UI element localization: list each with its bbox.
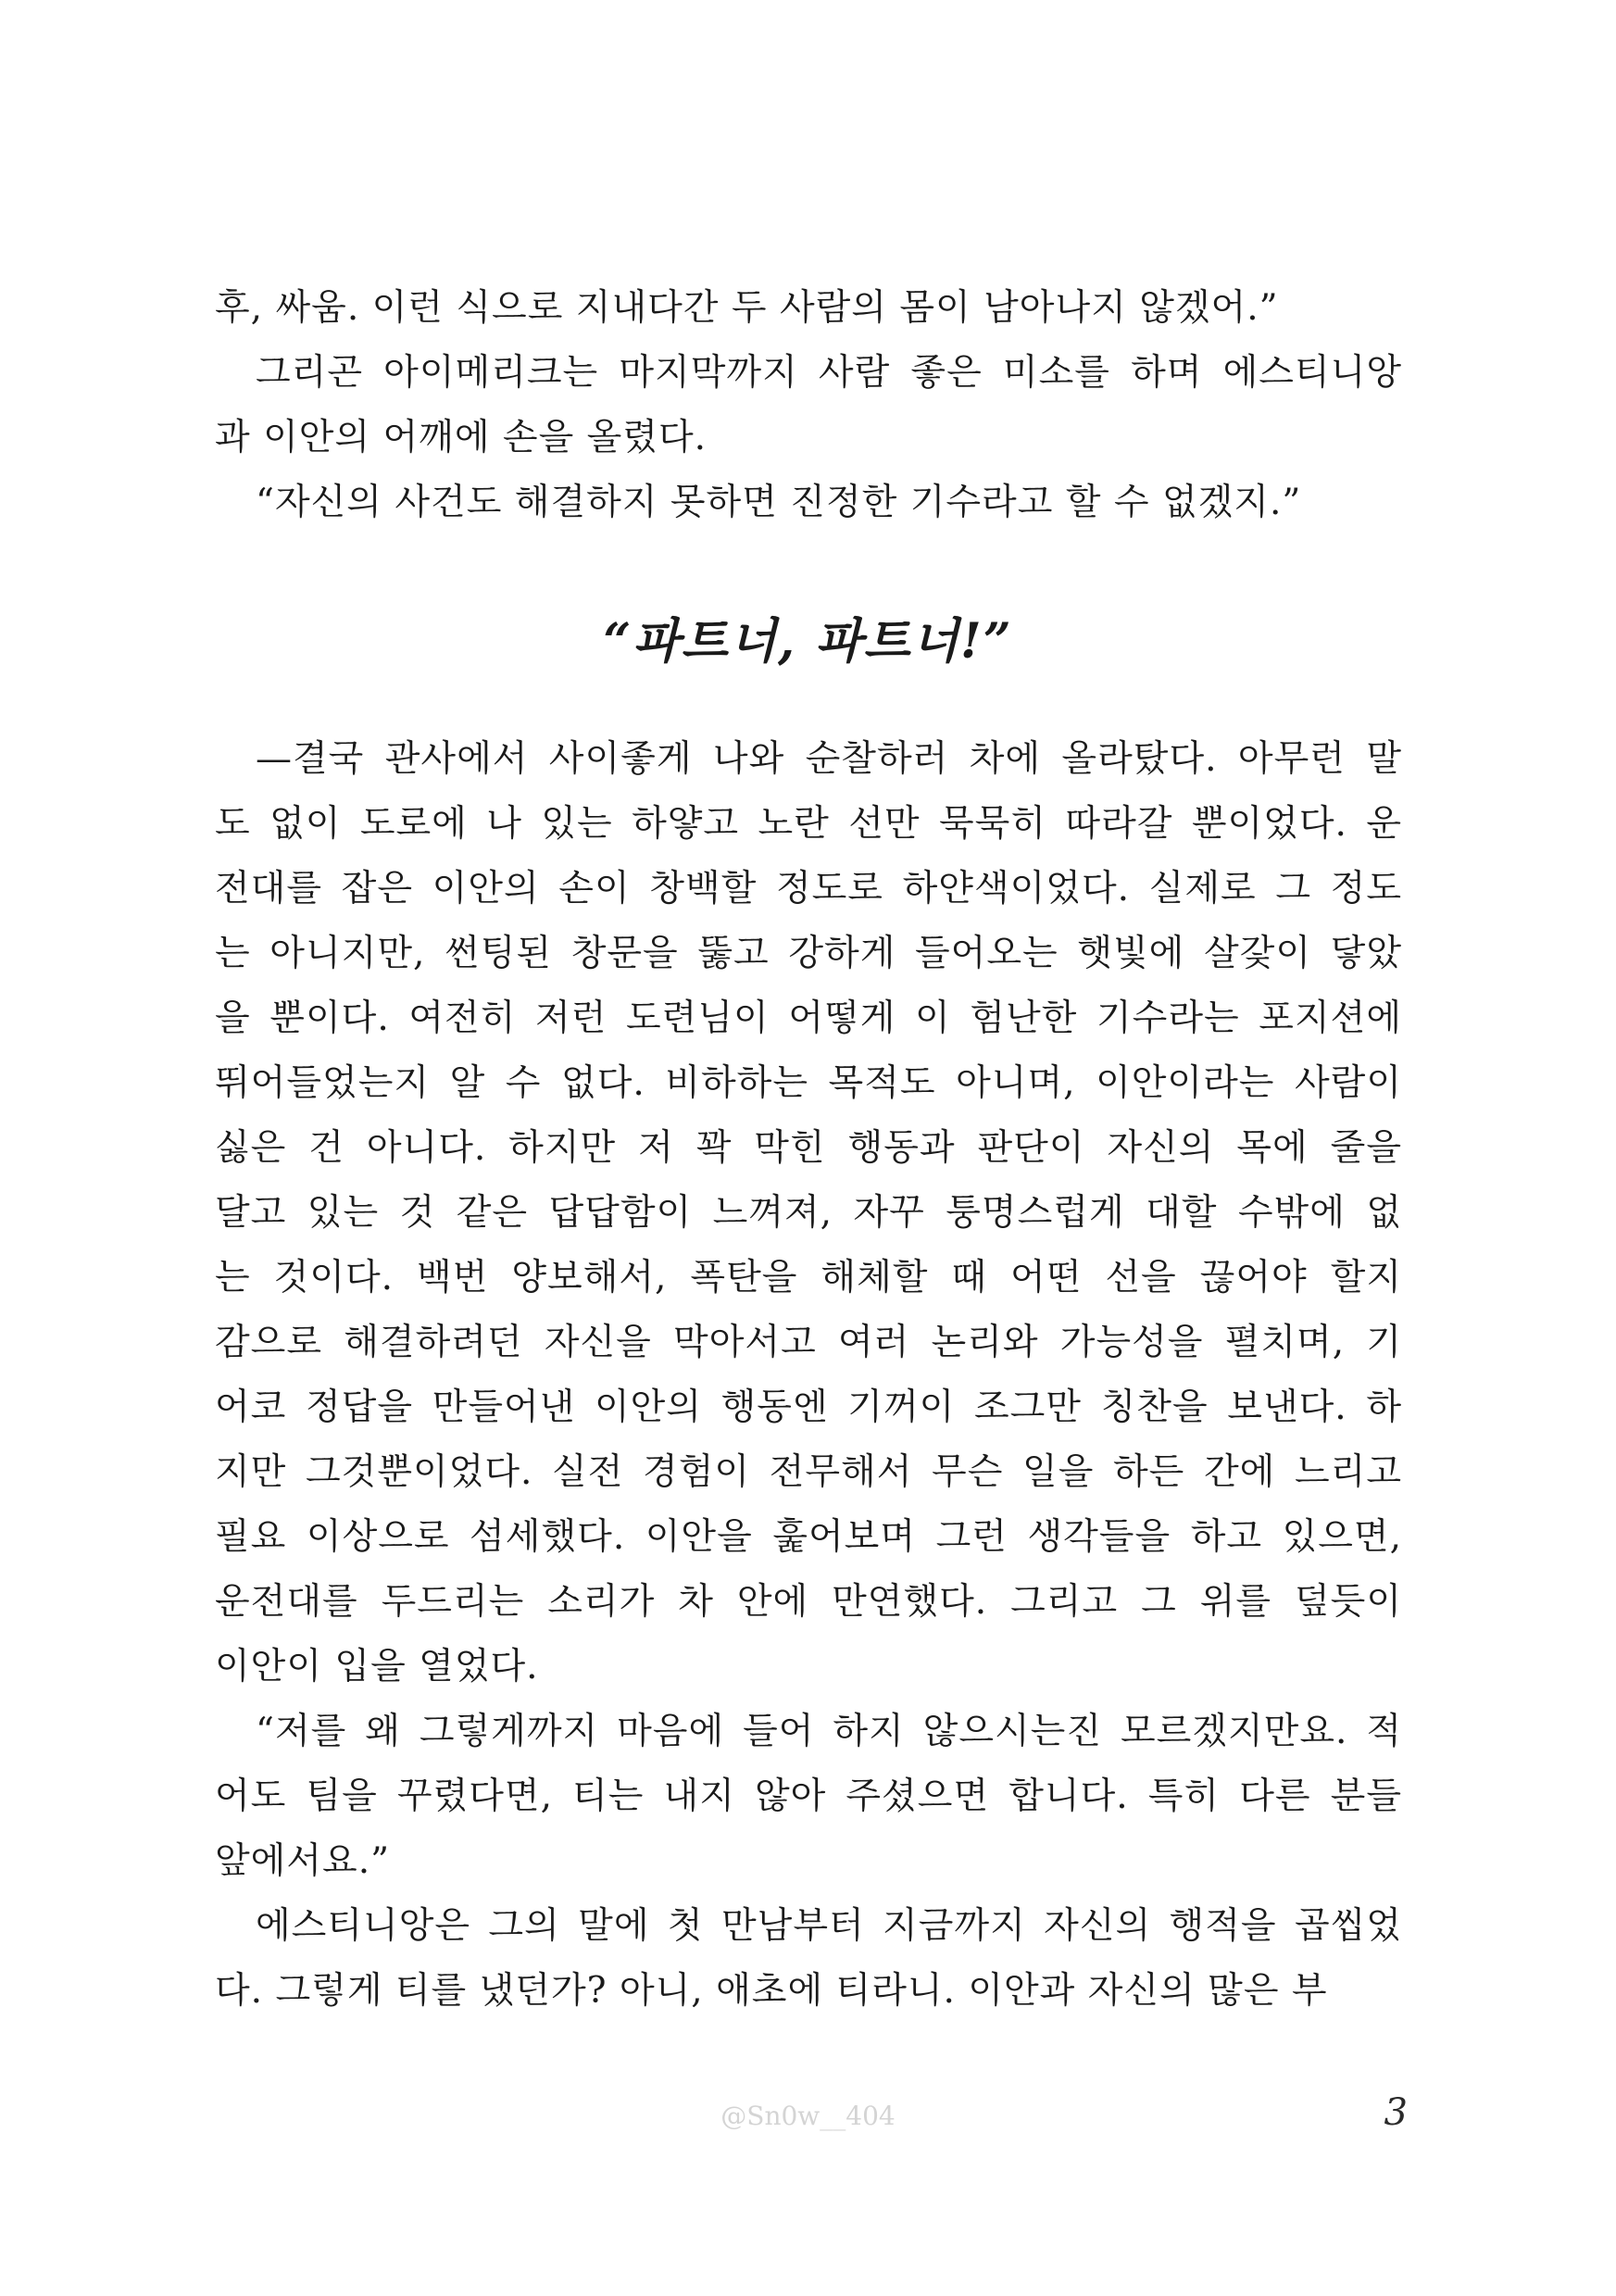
text-line: “저를 왜 그렇게까지 마음에 들어 하지 않으시는진 모르겠지만요. 적 xyxy=(256,1711,1402,1752)
text-line: 후, 싸움. 이런 식으로 지내다간 두 사람의 몸이 남아나지 않겠어.” xyxy=(215,287,1279,329)
text-line: 어도 팀을 꾸렸다면, 티는 내지 않아 주셨으면 합니다. 특히 다른 분들 xyxy=(215,1775,1402,1817)
text-line: 어코 정답을 만들어낸 이안의 행동엔 기꺼이 조그만 칭찬을 보낸다. 하 xyxy=(215,1386,1402,1428)
text-line: 을 뿐이다. 여전히 저런 도련님이 어떻게 이 험난한 기수라는 포지션에 xyxy=(215,997,1402,1039)
text-line: 운전대를 두드리는 소리가 차 안에 만연했다. 그리고 그 위를 덮듯이 xyxy=(215,1581,1402,1623)
section-title: “파트너, 파트너!” xyxy=(603,613,1013,670)
text-line: 이안이 입을 열었다. xyxy=(215,1646,539,1687)
text-line: 감으로 해결하려던 자신을 막아서고 여러 논리와 가능성을 펼치며, 기 xyxy=(215,1322,1402,1363)
main-text-block xyxy=(215,727,1402,2024)
text-line: 는 것이다. 백번 양보해서, 폭탄을 해체할 때 어떤 선을 끊어야 할지 xyxy=(215,1257,1402,1299)
text-line: 필요 이상으로 섬세했다. 이안을 훑어보며 그런 생각들을 하고 있으면, xyxy=(215,1516,1402,1558)
text-line: 싫은 건 아니다. 하지만 저 꽉 막힌 행동과 판단이 자신의 목에 줄을 xyxy=(215,1127,1402,1169)
text-line: 전대를 잡은 이안의 손이 창백할 정도로 하얀색이었다. 실제로 그 정도 xyxy=(215,868,1402,910)
text-line: 과 이안의 어깨에 손을 올렸다. xyxy=(215,417,708,458)
text-line: 에스티니앙은 그의 말에 첫 만남부터 지금까지 자신의 행적을 곱씹었 xyxy=(256,1905,1402,1947)
top-text-block xyxy=(215,276,1402,535)
text-line: —결국 관사에서 사이좋게 나와 순찰하러 차에 올라탔다. 아무런 말 xyxy=(256,738,1402,780)
text-line: 앞에서요.” xyxy=(215,1840,391,1882)
text-line: “자신의 사건도 해결하지 못하면 진정한 기수라고 할 수 없겠지.” xyxy=(256,482,1302,523)
text-line: 다. 그렇게 티를 냈던가? 아니, 애초에 티라니. 이안과 자신의 많은 부 xyxy=(215,1970,1328,2012)
text-line: 는 아니지만, 썬팅된 창문을 뚫고 강하게 들어오는 햇빛에 살갗이 닿았 xyxy=(215,933,1402,974)
text-line: 지만 그것뿐이었다. 실전 경험이 전무해서 무슨 일을 하든 간에 느리고 xyxy=(215,1451,1402,1493)
page-number: 3 xyxy=(1384,2091,1408,2134)
text-line: 도 없이 도로에 나 있는 하얗고 노란 선만 묵묵히 따라갈 뿐이었다. 운 xyxy=(215,803,1402,845)
text-line: 달고 있는 것 같은 답답함이 느껴져, 자꾸 퉁명스럽게 대할 수밖에 없 xyxy=(215,1192,1402,1234)
text-line: 그리곤 아이메리크는 마지막까지 사람 좋은 미소를 하며 에스티니앙 xyxy=(256,352,1402,394)
watermark-text: @Sn0w__404 xyxy=(720,2101,896,2131)
text-line: 뛰어들었는지 알 수 없다. 비하하는 목적도 아니며, 이안이라는 사람이 xyxy=(215,1062,1402,1104)
